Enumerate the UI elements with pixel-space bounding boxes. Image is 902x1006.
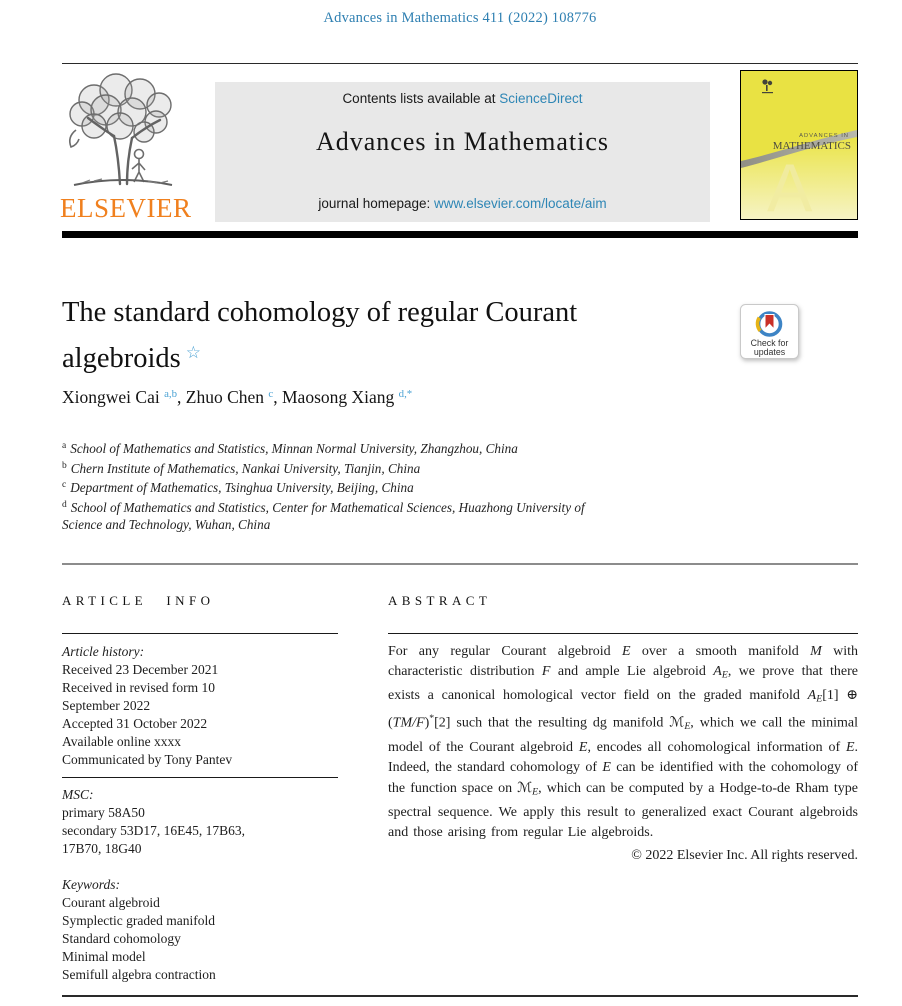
authors-line: Xiongwei Cai $^{a,b}$, Zhuo Chen $^c$, Maosong Xiang $^{d,*}$: [62, 387, 413, 407]
history-line: Communicated by Tony Pantev: [62, 752, 233, 767]
check-badge-line1: Check for: [750, 338, 789, 348]
cover-series-line2: MATHEMATICS: [772, 140, 851, 152]
header-thick-rule: [62, 231, 858, 238]
elsevier-logo: [60, 72, 198, 224]
affiliation-a-text: School of Mathematics and Statistics, Minnan Normal University, Zhangzhou, China: [70, 440, 518, 456]
cover-watermark-letter: A: [767, 150, 813, 219]
affiliation-a-label: a: [62, 441, 67, 451]
check-badge-line2: updates: [753, 347, 786, 357]
abstract-block: [388, 642, 858, 866]
sciencedirect-link[interactable]: ScienceDirect: [499, 91, 583, 106]
divider: [388, 633, 858, 634]
keyword: Courant algebroid: [62, 895, 160, 910]
article-title-line1: The standard cohomology of regular Courant: [62, 297, 578, 328]
contents-prefix: Contents lists available at: [342, 91, 500, 106]
history-line: Available online xxxx: [62, 734, 181, 749]
affiliation-d-label: d: [62, 499, 67, 510]
abstract-text: For any regular Courant algebroid E over a smooth manifold M with characteristic distribution F and ample Lie algebroid AE, we prove that there exists a canonical homological vector field on the graded manifold AE[1] ⊕ (TM/F)*[2] such that the resulting dg manifold ℳE, which we call the minimal model of the Courant algebroid E, encodes all cohomological information of E. Indeed, the standard cohomology of E can be identified with the cohomology of the function space on ℳE, which can be computed by a Hodge-to-de Rham type spectral sequence. We apply this result to generalized exact Courant algebroids and those arising from regular Lie algebroids.: [388, 644, 859, 840]
footnote-star-link[interactable]: ☆: [185, 343, 201, 363]
affiliation-c-text: Department of Mathematics, Tsinghua University, Beijing, China: [70, 479, 414, 495]
check-for-updates-badge[interactable]: [740, 304, 799, 359]
footer-rule: [62, 995, 858, 997]
affiliation-a: [62, 438, 597, 458]
msc-line: primary 58A50: [62, 805, 145, 820]
article-info-heading: ARTICLE INFO: [62, 593, 215, 608]
article-title: [62, 292, 722, 379]
affiliation-c: [62, 477, 597, 497]
article-history: [62, 643, 338, 769]
history-line: Accepted 31 October 2022: [62, 716, 208, 731]
article-title-line2: [62, 333, 722, 379]
article-history-label: Article history:: [62, 644, 145, 659]
copyright-line: © 2022 Elsevier Inc. All rights reserved.: [631, 847, 858, 863]
journal-homepage-link[interactable]: www.elsevier.com/locate/aim: [434, 196, 607, 211]
keyword: Standard cohomology: [62, 931, 181, 946]
keyword: Symplectic graded manifold: [62, 913, 215, 928]
affiliation-b: [62, 458, 597, 478]
affiliation-b-text: Chern Institute of Mathematics, Nankai University, Tianjin, China: [70, 460, 421, 476]
affiliation-d: [62, 497, 597, 534]
section-divider: [62, 563, 858, 565]
msc-block: [62, 786, 338, 858]
msc-line: secondary 53D17, 16E45, 17B63,: [62, 823, 245, 838]
elsevier-wordmark: ELSEVIER: [60, 193, 192, 223]
homepage-prefix: journal homepage:: [318, 196, 435, 211]
keyword: Minimal model: [62, 949, 146, 964]
msc-line: 17B70, 18G40: [62, 841, 142, 856]
divider: [62, 633, 338, 634]
contents-line: [215, 91, 710, 106]
journal-header-box: [215, 82, 710, 222]
journal-cover-thumbnail[interactable]: [740, 70, 858, 220]
homepage-line: [215, 196, 710, 211]
affiliations: [62, 438, 597, 534]
article-title-line2-text: algebroids: [62, 343, 181, 374]
journal-title: Advances in Mathematics: [315, 127, 610, 156]
keywords-label: Keywords:: [62, 877, 120, 892]
journal-citation-link[interactable]: Advances in Mathematics 411 (2022) 108776: [323, 10, 597, 26]
affiliation-b-label: b: [62, 460, 67, 471]
affiliation-c-label: c: [62, 480, 67, 491]
keywords-block: [62, 876, 338, 984]
divider: [62, 63, 858, 64]
divider: [62, 777, 338, 778]
history-line: Received in revised form 10: [62, 680, 215, 695]
history-line: Received 23 December 2021: [62, 662, 219, 677]
elsevier-tree-icon: [60, 72, 188, 190]
affiliation-d-text: School of Mathematics and Statistics, Center for Mathematical Sciences, Huazhong University of Science and Technology, Wuhan, China: [62, 499, 585, 533]
cover-series-line1: ADVANCES IN: [799, 133, 849, 139]
history-line: September 2022: [62, 698, 151, 713]
msc-label: MSC:: [62, 787, 94, 802]
keyword: Semifull algebra contraction: [62, 967, 216, 982]
abstract-heading: ABSTRACT: [388, 593, 492, 608]
